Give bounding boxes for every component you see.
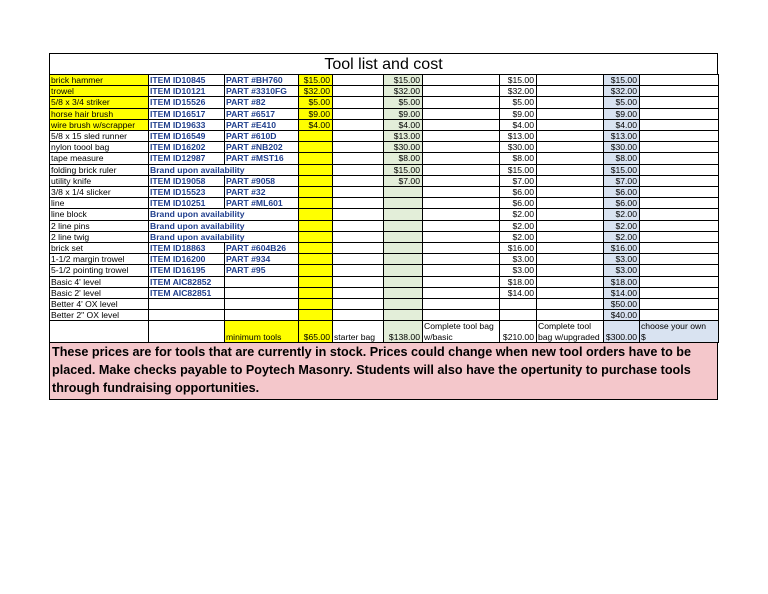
spacer-cell <box>537 164 604 175</box>
spacer-cell <box>423 153 500 164</box>
upgraded-price: $13.00 <box>604 131 640 142</box>
starter-bag-label: starter bag <box>333 321 384 343</box>
upgraded-price: $32.00 <box>604 86 640 97</box>
part-number: PART #ML601 <box>225 198 299 209</box>
tool-name: Basic 2' level <box>50 287 149 298</box>
spacer-cell <box>423 276 500 287</box>
minimum-price <box>299 243 333 254</box>
spacer-cell <box>537 119 604 130</box>
minimum-tools-label: minimum tools <box>225 321 299 343</box>
totals-row <box>50 321 719 343</box>
basic-price <box>500 310 537 321</box>
part-number: PART #3310FG <box>225 86 299 97</box>
spacer-cell <box>423 265 500 276</box>
part-number: PART #BH760 <box>225 75 299 86</box>
starter-price: $30.00 <box>384 142 423 153</box>
tool-name: trowel <box>50 86 149 97</box>
spacer-cell <box>537 142 604 153</box>
spacer-cell <box>640 265 719 276</box>
basic-price <box>500 299 537 310</box>
item-id: ITEM ID15523 <box>149 187 225 198</box>
table-row <box>50 220 719 231</box>
tool-name: folding brick ruler <box>50 164 149 175</box>
spacer-cell <box>423 287 500 298</box>
part-number: PART #MST16 <box>225 153 299 164</box>
starter-price <box>384 198 423 209</box>
spacer-cell <box>537 287 604 298</box>
minimum-price <box>299 220 333 231</box>
spacer-cell <box>333 108 384 119</box>
spacer-cell <box>333 198 384 209</box>
basic-price: $32.00 <box>500 86 537 97</box>
table-row <box>50 108 719 119</box>
spacer-cell <box>333 75 384 86</box>
tool-name: line block <box>50 209 149 220</box>
choose-your-own-value: $ <box>641 331 646 342</box>
starter-price <box>384 276 423 287</box>
tool-list-sheet <box>49 53 718 400</box>
item-id <box>149 310 225 321</box>
spacer-cell <box>333 142 384 153</box>
part-number: PART #934 <box>225 254 299 265</box>
table-row <box>50 187 719 198</box>
spacer-cell <box>423 108 500 119</box>
spacer-cell <box>333 265 384 276</box>
spacer-cell <box>333 119 384 130</box>
item-id: ITEM ID12987 <box>149 153 225 164</box>
spacer-cell <box>423 187 500 198</box>
sheet-title: Tool list and cost <box>49 53 718 74</box>
table-row <box>50 153 719 164</box>
tool-cost-table <box>49 74 719 343</box>
minimum-price <box>299 231 333 242</box>
spacer-cell <box>333 310 384 321</box>
item-id: ITEM ID10845 <box>149 75 225 86</box>
spacer-cell <box>423 220 500 231</box>
spacer-cell <box>640 119 719 130</box>
item-id: ITEM ID19633 <box>149 119 225 130</box>
spacer-cell <box>640 299 719 310</box>
spacer-cell <box>333 175 384 186</box>
table-row <box>50 131 719 142</box>
minimum-price <box>299 175 333 186</box>
spacer-cell <box>640 276 719 287</box>
upgraded-price: $8.00 <box>604 153 640 164</box>
upgraded-price: $6.00 <box>604 198 640 209</box>
part-number <box>225 310 299 321</box>
spacer-cell <box>423 97 500 108</box>
spacer-cell <box>640 75 719 86</box>
tool-name: 5/8 x 15 sled runner <box>50 131 149 142</box>
spacer-cell <box>640 142 719 153</box>
spacer-cell <box>640 209 719 220</box>
minimum-price <box>299 198 333 209</box>
minimum-price <box>299 265 333 276</box>
upgraded-price: $2.00 <box>604 209 640 220</box>
tool-name: utility knife <box>50 175 149 186</box>
spacer-cell <box>333 131 384 142</box>
spacer-cell <box>423 299 500 310</box>
spacer-cell <box>333 287 384 298</box>
table-row <box>50 299 719 310</box>
item-id: ITEM AIC82851 <box>149 287 225 298</box>
table-row <box>50 75 719 86</box>
spacer-cell <box>423 119 500 130</box>
spacer-cell <box>423 175 500 186</box>
complete-upgraded-label: Complete tool bag w/upgraded <box>537 321 604 343</box>
table-row <box>50 276 719 287</box>
item-id: ITEM ID15526 <box>149 97 225 108</box>
tool-name: Basic 4' level <box>50 276 149 287</box>
starter-price: $15.00 <box>384 75 423 86</box>
spacer-cell <box>423 198 500 209</box>
tool-name: horse hair brush <box>50 108 149 119</box>
starter-price <box>384 209 423 220</box>
part-number: PART #95 <box>225 265 299 276</box>
table-row <box>50 310 719 321</box>
starter-price <box>384 310 423 321</box>
tool-name: 2 line twig <box>50 231 149 242</box>
spacer-cell <box>537 131 604 142</box>
starter-price: $7.00 <box>384 175 423 186</box>
spacer-cell <box>537 209 604 220</box>
spacer-cell <box>640 153 719 164</box>
minimum-tools-total: $65.00 <box>299 321 333 343</box>
starter-price: $8.00 <box>384 153 423 164</box>
totals-spacer <box>50 321 149 343</box>
starter-price <box>384 254 423 265</box>
starter-price <box>384 243 423 254</box>
spacer-cell <box>640 97 719 108</box>
basic-price: $7.00 <box>500 175 537 186</box>
tool-name: wire brush w/scrapper <box>50 119 149 130</box>
spacer-cell <box>640 287 719 298</box>
spacer-cell <box>423 131 500 142</box>
starter-price <box>384 231 423 242</box>
spacer-cell <box>537 175 604 186</box>
part-number <box>225 299 299 310</box>
basic-price: $4.00 <box>500 119 537 130</box>
table-row <box>50 119 719 130</box>
basic-price: $3.00 <box>500 265 537 276</box>
basic-price: $15.00 <box>500 164 537 175</box>
item-id: Brand upon availability <box>149 231 299 242</box>
upgraded-price: $4.00 <box>604 119 640 130</box>
spacer-cell <box>537 243 604 254</box>
part-number: PART #604B26 <box>225 243 299 254</box>
tool-name: Better 4' OX level <box>50 299 149 310</box>
basic-price: $15.00 <box>500 75 537 86</box>
spacer-cell <box>537 198 604 209</box>
minimum-price <box>299 299 333 310</box>
part-number: PART #6517 <box>225 108 299 119</box>
upgraded-price: $30.00 <box>604 142 640 153</box>
spacer-cell <box>640 231 719 242</box>
part-number: PART #82 <box>225 97 299 108</box>
tool-name: brick hammer <box>50 75 149 86</box>
basic-price: $3.00 <box>500 254 537 265</box>
spacer-cell <box>537 153 604 164</box>
starter-price: $13.00 <box>384 131 423 142</box>
minimum-price: $32.00 <box>299 86 333 97</box>
starter-bag-total: $138.00 <box>384 321 423 343</box>
starter-price: $4.00 <box>384 119 423 130</box>
item-id: ITEM ID16200 <box>149 254 225 265</box>
item-id: ITEM ID16195 <box>149 265 225 276</box>
part-number: PART #32 <box>225 187 299 198</box>
upgraded-price: $7.00 <box>604 175 640 186</box>
starter-price: $32.00 <box>384 86 423 97</box>
upgraded-price: $50.00 <box>604 299 640 310</box>
complete-basic-total: $210.00 <box>500 321 537 343</box>
upgraded-price: $40.00 <box>604 310 640 321</box>
upgraded-price: $18.00 <box>604 276 640 287</box>
spacer-cell <box>333 187 384 198</box>
pricing-note: These prices are for tools that are currently in stock. Prices could change when new tool orders have to be placed. Make checks payable to Poytech Masonry. Students will also have the opertunity to purchase tools through fundraising opportunities. <box>49 343 718 400</box>
spacer-cell <box>333 220 384 231</box>
spacer-cell <box>640 86 719 97</box>
basic-price: $2.00 <box>500 231 537 242</box>
basic-price: $18.00 <box>500 276 537 287</box>
tool-name: nylon toool bag <box>50 142 149 153</box>
totals-spacer <box>149 321 225 343</box>
spacer-cell <box>423 86 500 97</box>
spacer-cell <box>333 231 384 242</box>
spacer-cell <box>640 310 719 321</box>
choose-your-own <box>640 321 719 343</box>
tool-name: 5-1/2 pointing trowel <box>50 265 149 276</box>
tool-name: brick set <box>50 243 149 254</box>
table-row <box>50 209 719 220</box>
spacer-cell <box>537 75 604 86</box>
spacer-cell <box>423 142 500 153</box>
tool-name: Better 2" OX level <box>50 310 149 321</box>
complete-upgraded-total: $300.00 <box>604 321 640 343</box>
table-row <box>50 243 719 254</box>
spacer-cell <box>640 164 719 175</box>
tool-name: line <box>50 198 149 209</box>
item-id: ITEM ID16202 <box>149 142 225 153</box>
tool-name: tape measure <box>50 153 149 164</box>
spacer-cell <box>333 97 384 108</box>
spacer-cell <box>640 254 719 265</box>
table-row <box>50 198 719 209</box>
starter-price: $9.00 <box>384 108 423 119</box>
basic-price: $2.00 <box>500 220 537 231</box>
table-row <box>50 231 719 242</box>
item-id <box>149 299 225 310</box>
spacer-cell <box>537 254 604 265</box>
minimum-price <box>299 153 333 164</box>
minimum-price: $4.00 <box>299 119 333 130</box>
minimum-price: $15.00 <box>299 75 333 86</box>
table-row <box>50 287 719 298</box>
table-row <box>50 86 719 97</box>
item-id: ITEM ID16517 <box>149 108 225 119</box>
basic-price: $5.00 <box>500 97 537 108</box>
basic-price: $14.00 <box>500 287 537 298</box>
spacer-cell <box>333 299 384 310</box>
table-row <box>50 175 719 186</box>
upgraded-price: $16.00 <box>604 243 640 254</box>
starter-price <box>384 287 423 298</box>
item-id: Brand upon availability <box>149 164 299 175</box>
item-id: ITEM AIC82852 <box>149 276 225 287</box>
spacer-cell <box>333 86 384 97</box>
table-row <box>50 254 719 265</box>
spacer-cell <box>537 299 604 310</box>
spacer-cell <box>640 108 719 119</box>
table-row <box>50 265 719 276</box>
minimum-price <box>299 187 333 198</box>
spacer-cell <box>537 310 604 321</box>
starter-price: $15.00 <box>384 164 423 175</box>
tool-name: 3/8 x 1/4 slicker <box>50 187 149 198</box>
item-id: ITEM ID19058 <box>149 175 225 186</box>
basic-price: $6.00 <box>500 198 537 209</box>
minimum-price <box>299 254 333 265</box>
upgraded-price: $14.00 <box>604 287 640 298</box>
part-number: PART #610D <box>225 131 299 142</box>
item-id: Brand upon availability <box>149 220 299 231</box>
part-number <box>225 276 299 287</box>
spacer-cell <box>333 276 384 287</box>
spacer-cell <box>537 108 604 119</box>
starter-price: $5.00 <box>384 97 423 108</box>
starter-price <box>384 299 423 310</box>
minimum-price <box>299 310 333 321</box>
upgraded-price: $2.00 <box>604 220 640 231</box>
spacer-cell <box>333 164 384 175</box>
minimum-price <box>299 131 333 142</box>
upgraded-price: $3.00 <box>604 254 640 265</box>
upgraded-price: $6.00 <box>604 187 640 198</box>
upgraded-price: $3.00 <box>604 265 640 276</box>
item-id: ITEM ID18863 <box>149 243 225 254</box>
table-row <box>50 142 719 153</box>
spacer-cell <box>333 209 384 220</box>
part-number <box>225 287 299 298</box>
upgraded-price: $15.00 <box>604 75 640 86</box>
basic-price: $16.00 <box>500 243 537 254</box>
tool-name: 5/8 x 3/4 striker <box>50 97 149 108</box>
spacer-cell <box>537 265 604 276</box>
spacer-cell <box>423 231 500 242</box>
upgraded-price: $15.00 <box>604 164 640 175</box>
basic-price: $8.00 <box>500 153 537 164</box>
upgraded-price: $9.00 <box>604 108 640 119</box>
spacer-cell <box>640 175 719 186</box>
starter-price <box>384 187 423 198</box>
basic-price: $6.00 <box>500 187 537 198</box>
item-id: ITEM ID10121 <box>149 86 225 97</box>
minimum-price <box>299 164 333 175</box>
basic-price: $9.00 <box>500 108 537 119</box>
spacer-cell <box>537 97 604 108</box>
spacer-cell <box>423 75 500 86</box>
spacer-cell <box>423 254 500 265</box>
spacer-cell <box>537 86 604 97</box>
minimum-price: $9.00 <box>299 108 333 119</box>
minimum-price: $5.00 <box>299 97 333 108</box>
spacer-cell <box>537 276 604 287</box>
table-row <box>50 97 719 108</box>
spacer-cell <box>423 164 500 175</box>
spacer-cell <box>423 310 500 321</box>
tool-name: 2 line pins <box>50 220 149 231</box>
upgraded-price: $5.00 <box>604 97 640 108</box>
spacer-cell <box>537 220 604 231</box>
spacer-cell <box>423 243 500 254</box>
spacer-cell <box>537 187 604 198</box>
item-id: Brand upon availability <box>149 209 299 220</box>
complete-basic-label: Complete tool bag w/basic <box>423 321 500 343</box>
item-id: ITEM ID16549 <box>149 131 225 142</box>
part-number: PART #E410 <box>225 119 299 130</box>
choose-your-own-label: choose your own <box>641 321 706 332</box>
minimum-price <box>299 287 333 298</box>
tool-name: 1-1/2 margin trowel <box>50 254 149 265</box>
item-id: ITEM ID10251 <box>149 198 225 209</box>
minimum-price <box>299 142 333 153</box>
part-number: PART #NB202 <box>225 142 299 153</box>
starter-price <box>384 265 423 276</box>
spacer-cell <box>423 209 500 220</box>
spacer-cell <box>333 153 384 164</box>
minimum-price <box>299 209 333 220</box>
basic-price: $30.00 <box>500 142 537 153</box>
starter-price <box>384 220 423 231</box>
spacer-cell <box>640 220 719 231</box>
part-number: PART #9058 <box>225 175 299 186</box>
spacer-cell <box>640 131 719 142</box>
spacer-cell <box>640 198 719 209</box>
spacer-cell <box>537 231 604 242</box>
spacer-cell <box>640 243 719 254</box>
basic-price: $13.00 <box>500 131 537 142</box>
minimum-price <box>299 276 333 287</box>
tool-rows <box>50 75 719 321</box>
spacer-cell <box>640 187 719 198</box>
spacer-cell <box>333 254 384 265</box>
upgraded-price: $2.00 <box>604 231 640 242</box>
table-row <box>50 164 719 175</box>
spacer-cell <box>333 243 384 254</box>
basic-price: $2.00 <box>500 209 537 220</box>
